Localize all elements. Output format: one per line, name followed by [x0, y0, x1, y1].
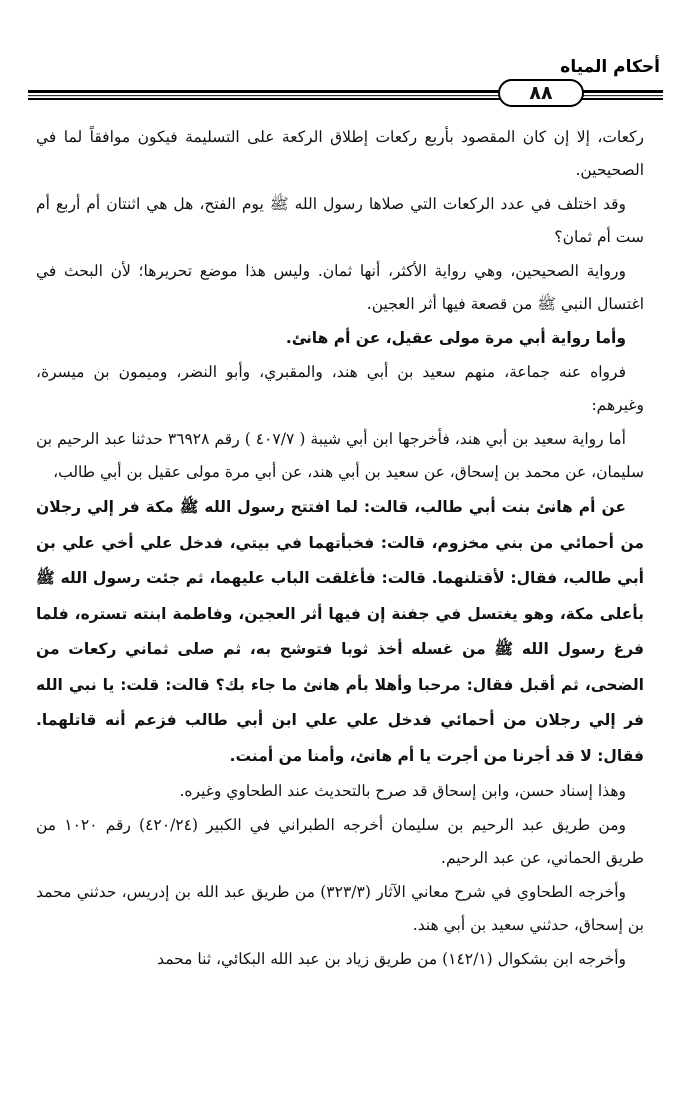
paragraph: ومن طريق عبد الرحيم بن سليمان أخرجه الطبراني في الكبير (٤٢٠/٢٤) رقم ١٠٢٠ من طريق الحماني، عن عبد الرحيم.: [36, 816, 644, 867]
paragraph: وقد اختلف في عدد الركعات التي صلاها رسول الله ﷺ يوم الفتح، هل هي اثنتان أم أربع أم ست أم ثمان؟: [36, 195, 644, 246]
paragraph: ورواية الصحيحين، وهي رواية الأكثر، أنها ثمان. وليس هذا موضع تحريرها؛ لأن البحث في اغتسال النبي ﷺ من قصعة فيها أثر العجين.: [36, 262, 644, 313]
body-text: [36, 121, 644, 977]
section-heading: وأما رواية أبي مرة مولى عقيل، عن أم هانئ.: [285, 329, 626, 347]
paragraph: وأخرجه ابن بشكوال (١٤٢/١) من طريق زياد بن عبد الله البكائي، ثنا محمد: [157, 950, 626, 968]
hadith-text: عن أم هانئ بنت أبي طالب، قالت: لما افتتح رسول الله ﷺ مكة فر إلي رجلان من أحمائي من بني مخزوم، قالت: فخبأتهما في بيتي، فدخل علي أخي علي بن أبي طالب، فقال: لأقتلنهما. قالت: فأغلقت الباب عليهما، ثم جئت رسول الله ﷺ بأعلى مكة، وهو يغتسل في جفنة إن فيها أثر العجين، وفاطمة ابنته تستره، فلما فرغ رسول الله ﷺ من غسله أخذ ثوبا فتوشح به، ثم صلى ثماني ركعات من الضحى، ثم أقبل فقال: مرحبا وأهلا بأم هانئ ما جاء بك؟ قالت: قلت: يا نبي الله فر إلي رجلان من أحمائي فدخل علي علي ابن أبي طالب فزعم أنه قاتلهما. فقال: لا قد أجرنا من أجرت يا أم هانئ، وأمنا من أمنت.: [36, 498, 644, 765]
page-number: ٨٨: [498, 79, 584, 107]
paragraph: وأخرجه الطحاوي في شرح معاني الآثار (٣٢٣/٣) من طريق عبد الله بن إدريس، حدثني محمد بن إسحاق، حدثني سعيد بن أبي هند.: [36, 883, 644, 934]
paragraph: ركعات، إلا إن كان المقصود بأربع ركعات إطلاق الركعة على التسليمة فيكون موافقاً لما في الصحيحين.: [36, 128, 644, 179]
paragraph: فرواه عنه جماعة، منهم سعيد بن أبي هند، والمقبري، وأبو النضر، وميمون بن ميسرة، وغيرهم:: [36, 363, 644, 414]
running-title: أحكام المياه: [560, 57, 660, 77]
paragraph: أما رواية سعيد بن أبي هند، فأخرجها ابن أبي شيبة ( ٤٠٧/٧ ) رقم ٣٦٩٢٨ حدثنا عبد الرحيم بن سليمان، عن محمد بن إسحاق، عن سعيد بن أبي هند، عن أبي مرة مولى عقيل بن أبي طالب،: [36, 430, 644, 481]
paragraph: وهذا إسناد حسن، وابن إسحاق قد صرح بالتحديث عند الطحاوي وغيره.: [179, 782, 626, 800]
